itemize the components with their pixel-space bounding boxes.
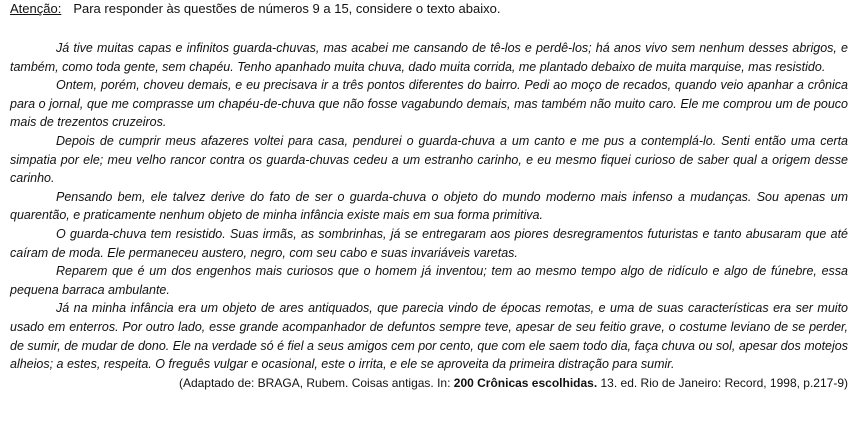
paragraph-2: Ontem, porém, choveu demais, e eu precisava ir a três pontos diferentes do bairro. Pedi ao moço de recados, quando veio apanhar a crônica para o jornal, que me comprasse um chapéu-de-chuva que não fosse vagabundo demais, mas também não muito caro. Ele me comprou um de pouco mais de trezentos cruzeiros. xyxy=(10,78,848,130)
citation-suffix: 13. ed. Rio de Janeiro: Record, 1998, p.217-9) xyxy=(597,375,848,390)
notice-text: Para responder às questões de números 9 a 15, considere o texto abaixo. xyxy=(73,1,501,16)
paragraph-7: Já na minha infância era um objeto de ares antiquados, que parecia vindo de épocas remotas, e uma de suas características era ser muito usado em enterros. Por outro lado, esse grande acompanhador de defuntos sempre teve, apesar de seu feitio grave, o costume leviano de se perder, de sumir, de mudar de dono. Ele na verdade só é fiel a seus amigos cem por cento, que com ele saem todo dia, faça chuva ou sol, apesar dos motejos alheios; a estes, respeita. O freguês vulgar e ocasional, este o irrita, e ele se aproveita da primeira distração para sumir. xyxy=(10,301,848,372)
citation-prefix: (Adaptado de: BRAGA, Rubem. Coisas antigas. In: xyxy=(178,375,454,390)
paragraph-4: Pensando bem, ele talvez derive do fato de ser o guarda-chuva o objeto do mundo moderno mais infenso a mudanças. Sou apenas um quarentão, e praticamente nenhum objeto de minha infância existe mais em sua forma primitiva. xyxy=(10,189,848,223)
source-citation xyxy=(10,375,848,391)
notice-lead: Atenção: xyxy=(10,1,62,16)
paragraph-5: O guarda-chuva tem resistido. Suas irmãs, as sombrinhas, já se entregaram aos piores desregramentos futuristas e tanto abusaram que até caíram de moda. Ele permaneceu austero, negro, com seu cabo e suas invariáveis varetas. xyxy=(10,226,848,260)
paragraph-1: Já tive muitas capas e infinitos guarda-chuvas, mas acabei me cansando de tê-los e perdê-los; há anos vivo sem nenhum desses abrigos, e também, como toda gente, sem chapéu. Tenho apanhado muita chuva, dado muita corrida, me plantado debaixo de muita marquise, mas resistido. xyxy=(10,41,848,74)
paragraph-6: Reparem que é um dos engenhos mais curiosos que o homem já inventou; tem ao mesmo tempo algo de ridículo e algo de fúnebre, essa pequena barraca ambulante. xyxy=(10,264,848,297)
paragraph-3: Depois de cumprir meus afazeres voltei para casa, pendurei o guarda-chuva a um canto e me pus a contemplá-lo. Senti então uma certa simpatia por ele; meu velho rancor contra os guarda-chuvas cedeu a um estranho carinho, e eu mesmo fiquei curioso de saber qual a origem desse carinho. xyxy=(10,133,848,186)
chronicle-text xyxy=(10,39,848,374)
notice-line xyxy=(10,0,848,17)
book-title: 200 Crônicas escolhidas. xyxy=(453,375,598,390)
